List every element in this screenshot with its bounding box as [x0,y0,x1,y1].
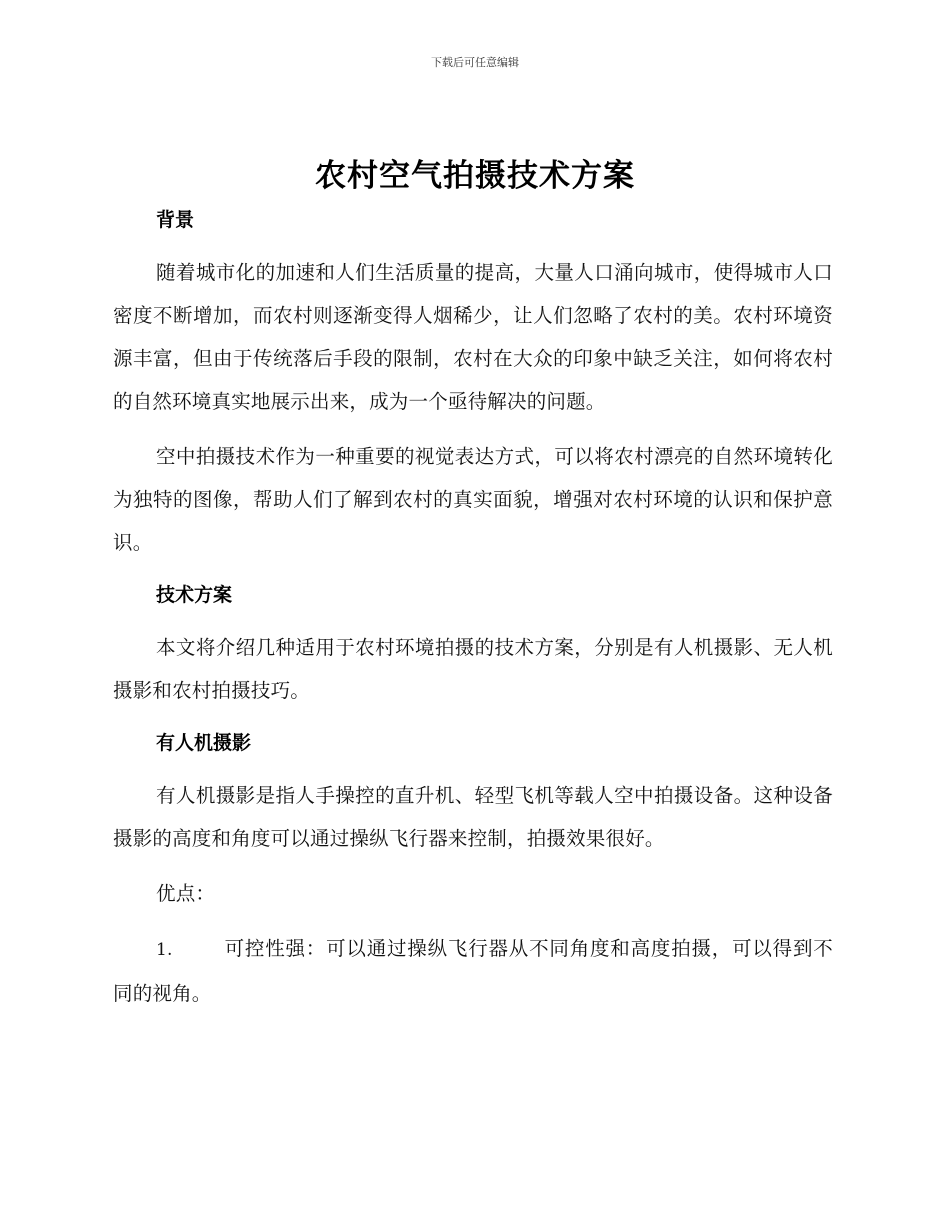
document-title: 农村空气拍摄技术方案 [315,158,635,194]
header-note: 下载后可任意编辑 [431,56,519,69]
paragraph-background-2: 空中拍摄技术作为一种重要的视觉表达方式，可以将农村漂亮的自然环境转化为独特的图像，帮助人们了解到农村的真实面貌，增强对农村环境的认识和保护意识。 [113,445,833,554]
list-item-number: 1. [156,940,173,960]
advantages-label: 优点： [156,882,216,905]
list-item-text: 可控性强：可以通过操纵飞行器从不同角度和高度拍摄，可以得到不同的视角。 [113,937,833,1005]
paragraph-tech-plan-1: 本文将介绍几种适用于农村环境拍摄的技术方案，分别是有人机摄影、无人机摄影和农村拍摄技巧。 [113,636,833,702]
paragraph-background-1: 随着城市化的加速和人们生活质量的提高，大量人口涌向城市，使得城市人口密度不断增加，而农村则逐渐变得人烟稀少，让人们忽略了农村的美。农村环境资源丰富，但由于传统落后手段的限制，农村在大众的印象中缺乏关注，如何将农村的自然环境真实地展示出来，成为一个亟待解决的问题。 [113,261,833,413]
heading-manned: 有人机摄影 [156,732,252,754]
list-item [113,927,833,1015]
document-body [113,200,833,1015]
heading-tech-plan: 技术方案 [156,584,233,606]
paragraph-manned-1: 有人机摄影是指人手操控的直升机、轻型飞机等载人空中拍摄设备。这种设备摄影的高度和角度可以通过操纵飞行器来控制，拍摄效果很好。 [113,784,833,850]
heading-background: 背景 [156,209,195,231]
